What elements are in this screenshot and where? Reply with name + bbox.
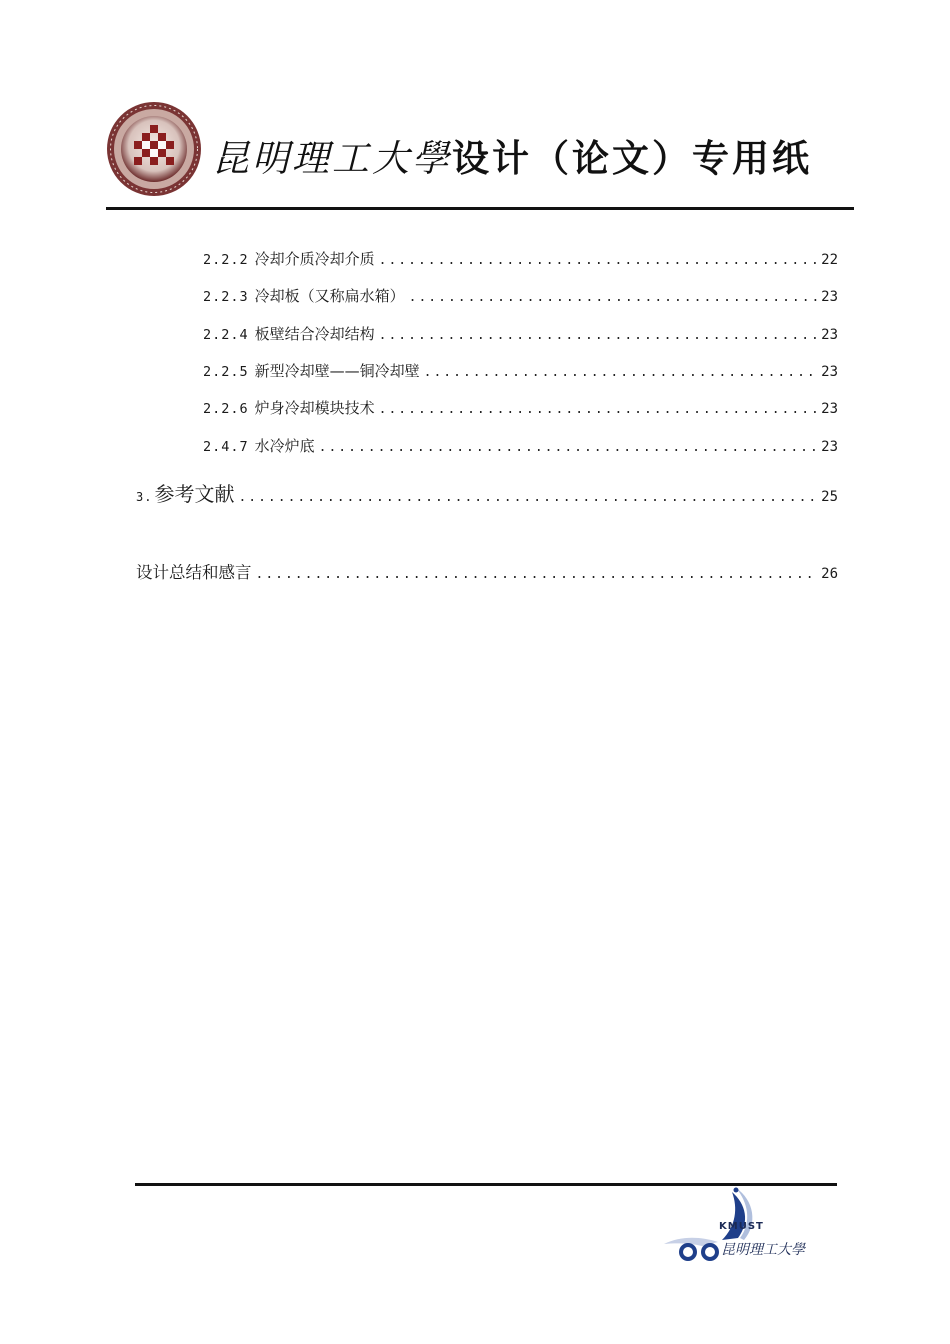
toc-entry-number: 2.4.7 (203, 439, 249, 455)
toc-entry-title: 参考文献 (154, 482, 235, 506)
toc-entry-number: 3. (136, 490, 153, 504)
toc-dot-leader (238, 490, 817, 505)
toc-dot-leader (409, 290, 817, 305)
toc-entry-page: 23 (821, 327, 838, 343)
toc-entry[interactable] (203, 397, 838, 421)
toc-entry-page: 23 (821, 289, 838, 305)
toc-entry-number: 2.2.3 (203, 289, 249, 305)
toc-entry[interactable] (136, 559, 838, 583)
toc-entry-page: 23 (821, 439, 838, 455)
toc-dot-leader (379, 253, 817, 268)
header-divider (106, 207, 854, 210)
toc-dot-leader (379, 402, 817, 417)
toc-entry-number: 2.2.2 (203, 252, 249, 268)
toc-entry-title: 冷却介质冷却介质 (254, 250, 375, 268)
toc-entry-title: 设计总结和感言 (136, 563, 252, 582)
header-title-paper: 设计（论文）专用纸 (452, 137, 812, 180)
toc-entry-title: 板壁结合冷却结构 (254, 325, 375, 343)
toc-dot-leader (424, 365, 817, 380)
toc-entry-title: 新型冷却壁——铜冷却壁 (254, 362, 420, 380)
toc-entry[interactable] (203, 435, 838, 459)
toc-dot-leader (256, 567, 818, 582)
footer-logo-wordmark: KMUST (719, 1221, 764, 1232)
toc-entry[interactable] (203, 285, 838, 309)
header-title (212, 128, 812, 182)
toc-entry[interactable] (136, 478, 838, 506)
toc-entry[interactable] (203, 323, 838, 347)
toc-entry-number: 2.2.5 (203, 364, 249, 380)
toc-entry-page: 23 (821, 401, 838, 417)
toc-entry-page: 25 (821, 489, 838, 505)
toc-entry-page: 26 (821, 566, 838, 582)
toc-entry-page: 23 (821, 364, 838, 380)
toc-entry-title: 水冷炉底 (254, 437, 315, 455)
header-title-school: 昆明理工大學 (212, 137, 452, 180)
footer-logo-caption: 昆明理工大學 (721, 1242, 805, 1258)
toc-entry[interactable] (203, 360, 838, 384)
toc-entry-title: 炉身冷却模块技术 (254, 399, 375, 417)
toc-dot-leader (379, 328, 817, 343)
university-seal-icon (106, 101, 202, 197)
toc-dot-leader (319, 440, 817, 455)
toc-entry-number: 2.2.6 (203, 401, 249, 417)
toc-entry-page: 22 (821, 252, 838, 268)
toc-entry[interactable] (203, 248, 838, 272)
toc-entry-number: 2.2.4 (203, 327, 249, 343)
page-header (0, 0, 950, 215)
toc-entry-title: 冷却板（又称扁水箱） (254, 287, 405, 305)
